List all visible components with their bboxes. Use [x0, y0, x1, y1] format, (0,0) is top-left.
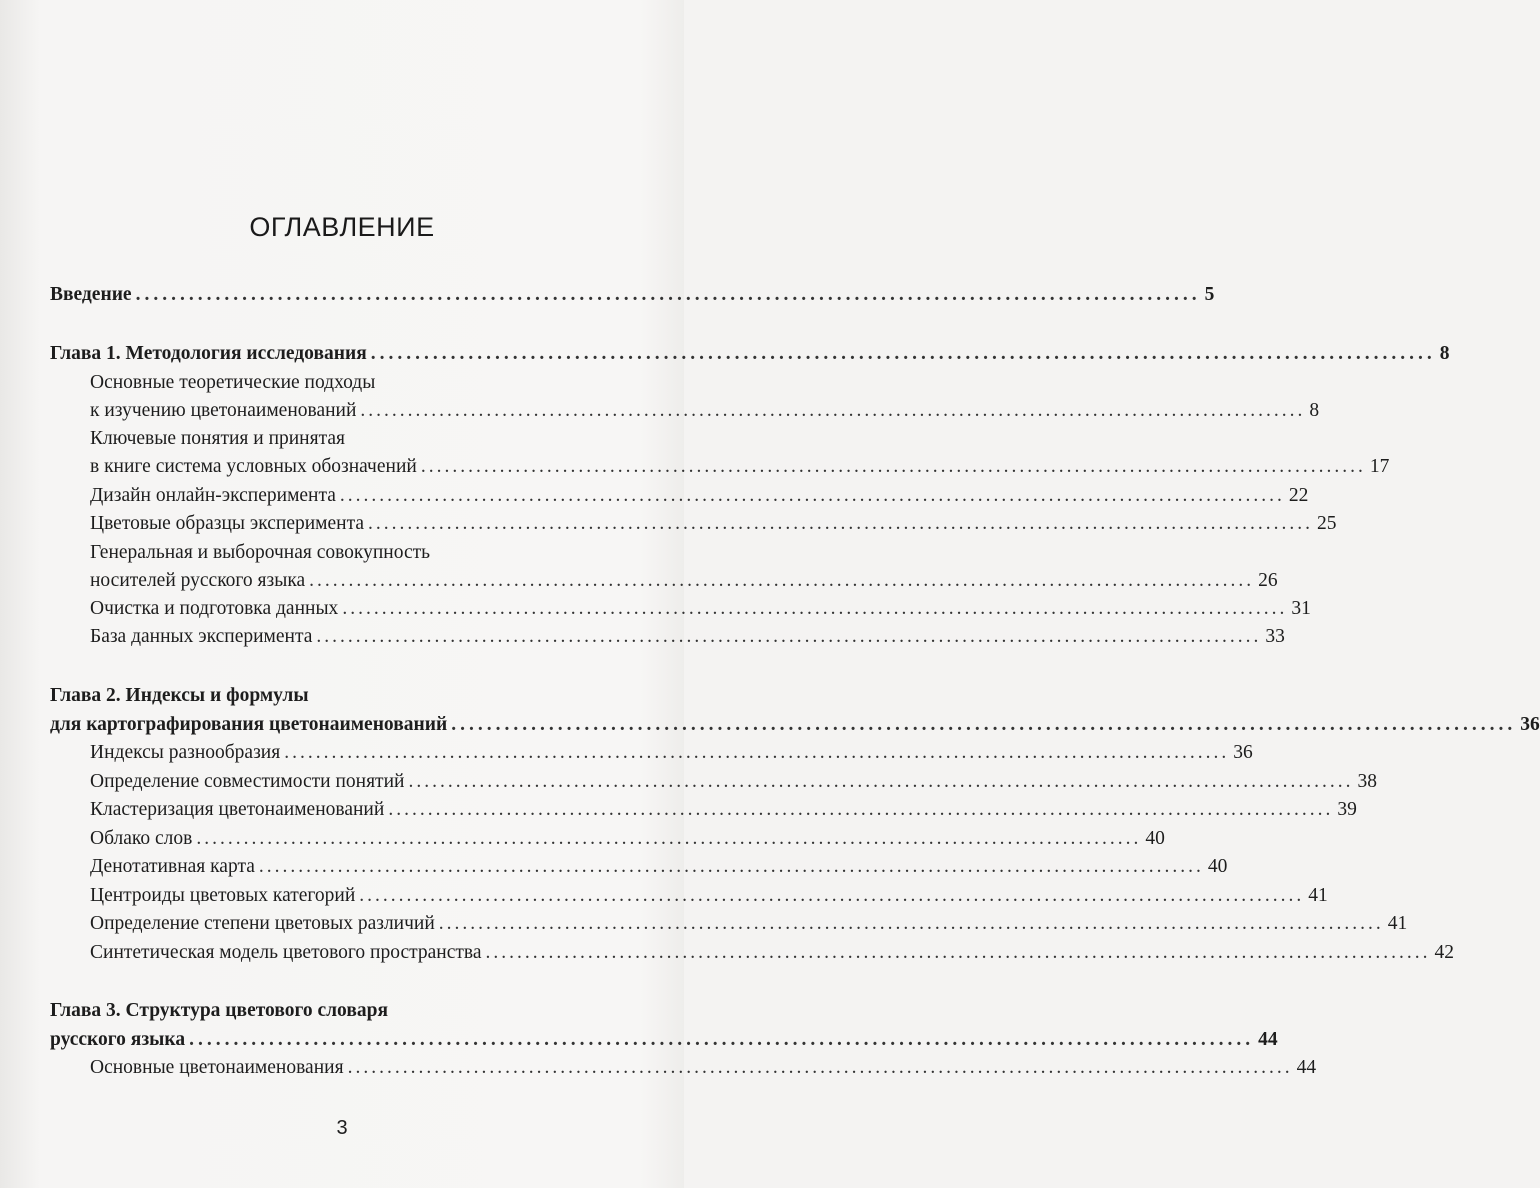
- toc-entry[interactable]: [90, 739, 1253, 767]
- toc-label-line-1: Основные теоретические подходы: [90, 372, 376, 393]
- toc-page: 40: [1207, 856, 1228, 877]
- toc-page: 25: [1317, 513, 1337, 534]
- dot-leader: ........................................................................................................................: [360, 400, 1306, 421]
- toc-page: 40: [1145, 828, 1165, 849]
- dot-leader: ........................................................................................................................: [408, 771, 1354, 792]
- toc-label: База данных эксперимента: [90, 626, 313, 647]
- toc-label: Цветовые образцы эксперимента: [90, 513, 365, 534]
- toc-label: носителей русского языка: [90, 570, 306, 591]
- toc-entry[interactable]: [90, 882, 1328, 910]
- dot-leader: ........................................................................................................................: [196, 828, 1142, 849]
- toc-label-line-1: Генеральная и выборочная совокупность: [90, 542, 431, 563]
- dot-leader: ........................................................................................................................: [347, 1057, 1293, 1078]
- toc-entry[interactable]: [90, 939, 1455, 967]
- toc-label: к изучению цветонаименований: [90, 400, 357, 421]
- toc-entry-chapter-1[interactable]: [50, 340, 1450, 368]
- toc-entry[interactable]: [90, 453, 1390, 481]
- toc-entry-chapter-3[interactable]: [50, 1026, 1278, 1054]
- toc-entry[interactable]: [90, 853, 1228, 881]
- toc-entry[interactable]: [90, 768, 1377, 796]
- toc-page: 44: [1258, 1029, 1278, 1050]
- toc-page: 22: [1288, 485, 1309, 506]
- toc-page: 5: [1204, 284, 1215, 305]
- toc-entry[interactable]: [90, 595, 1311, 623]
- toc-entry[interactable]: [90, 796, 1357, 824]
- dot-leader: ........................................................................................................................: [189, 1029, 1255, 1050]
- dot-leader: ........................................................................................................................: [135, 284, 1201, 305]
- dot-leader: ........................................................................................................................: [309, 570, 1255, 591]
- toc-label: Очистка и подготовка данных: [90, 598, 339, 619]
- toc-page: 42: [1434, 942, 1455, 963]
- toc-page: 44: [1296, 1057, 1317, 1078]
- toc-page: 8: [1439, 343, 1450, 364]
- toc-label: Облако слов: [90, 828, 193, 849]
- dot-leader: ........................................................................................................................: [438, 913, 1384, 934]
- toc-label: русского языка: [50, 1029, 186, 1050]
- toc-label-line-1: Ключевые понятия и принятая: [90, 428, 345, 449]
- toc-label: Денотативная карта: [90, 856, 255, 877]
- toc-entry[interactable]: [90, 510, 1337, 538]
- toc-label: Введение: [50, 284, 132, 305]
- toc-chapter-3-line-1: Глава 3. Структура цветового словаря: [50, 1000, 388, 1021]
- toc-page: 38: [1357, 771, 1377, 792]
- toc-label: Кластеризация цветонаименований: [90, 799, 385, 820]
- toc-page: 17: [1369, 456, 1390, 477]
- page-number: 3: [336, 1117, 348, 1139]
- dot-leader: ........................................................................................................................: [451, 714, 1517, 735]
- toc-label: Определение степени цветовых различий: [90, 913, 435, 934]
- dot-leader: ........................................................................................................................: [368, 513, 1314, 534]
- toc-entry-intro[interactable]: [50, 281, 1215, 309]
- toc-entry[interactable]: [90, 825, 1165, 853]
- toc-entry[interactable]: [90, 1054, 1317, 1082]
- toc-page: 31: [1291, 598, 1311, 619]
- toc-page: 41: [1387, 913, 1408, 934]
- dot-leader: ........................................................................................................................: [258, 856, 1204, 877]
- toc-page: 26: [1258, 570, 1278, 591]
- dot-leader: ........................................................................................................................: [359, 885, 1305, 906]
- dot-leader: ........................................................................................................................: [316, 626, 1262, 647]
- toc-page: 8: [1309, 400, 1320, 421]
- dot-leader: ........................................................................................................................: [342, 598, 1288, 619]
- toc-entry[interactable]: [90, 910, 1408, 938]
- dot-leader: ........................................................................................................................: [339, 485, 1285, 506]
- toc-label: Центроиды цветовых категорий: [90, 885, 356, 906]
- dot-leader: ........................................................................................................................: [284, 742, 1230, 763]
- toc-entry[interactable]: [90, 567, 1278, 595]
- toc-page: 39: [1337, 799, 1357, 820]
- toc-label: для картографирования цветонаименований: [50, 714, 448, 735]
- toc-page: 36: [1520, 714, 1540, 735]
- dot-leader: ........................................................................................................................: [420, 456, 1366, 477]
- toc-entry[interactable]: [90, 623, 1285, 651]
- toc-label: Определение совместимости понятий: [90, 771, 405, 792]
- page-title: ОГЛАВЛЕНИЕ: [249, 212, 435, 242]
- toc-label: Основные цветонаименования: [90, 1057, 344, 1078]
- toc-label: Синтетическая модель цветового пространства: [90, 942, 482, 963]
- toc-chapter-2-line-1: Глава 2. Индексы и формулы: [50, 685, 309, 706]
- dot-leader: ........................................................................................................................: [388, 799, 1334, 820]
- toc-label: в книге система условных обозначений: [90, 456, 417, 477]
- toc-entry-chapter-2[interactable]: [50, 711, 1540, 739]
- toc-entry[interactable]: [90, 397, 1320, 425]
- toc-entry[interactable]: [90, 482, 1309, 510]
- toc-page: 33: [1265, 626, 1285, 647]
- toc-label: Дизайн онлайн-эксперимента: [90, 485, 336, 506]
- dot-leader: ........................................................................................................................: [485, 942, 1431, 963]
- toc-page: 41: [1308, 885, 1328, 906]
- toc-label: Индексы разнообразия: [90, 742, 281, 763]
- toc-page: 36: [1233, 742, 1253, 763]
- toc-label: Глава 1. Методология исследования: [50, 343, 367, 364]
- dot-leader: ........................................................................................................................: [370, 343, 1436, 364]
